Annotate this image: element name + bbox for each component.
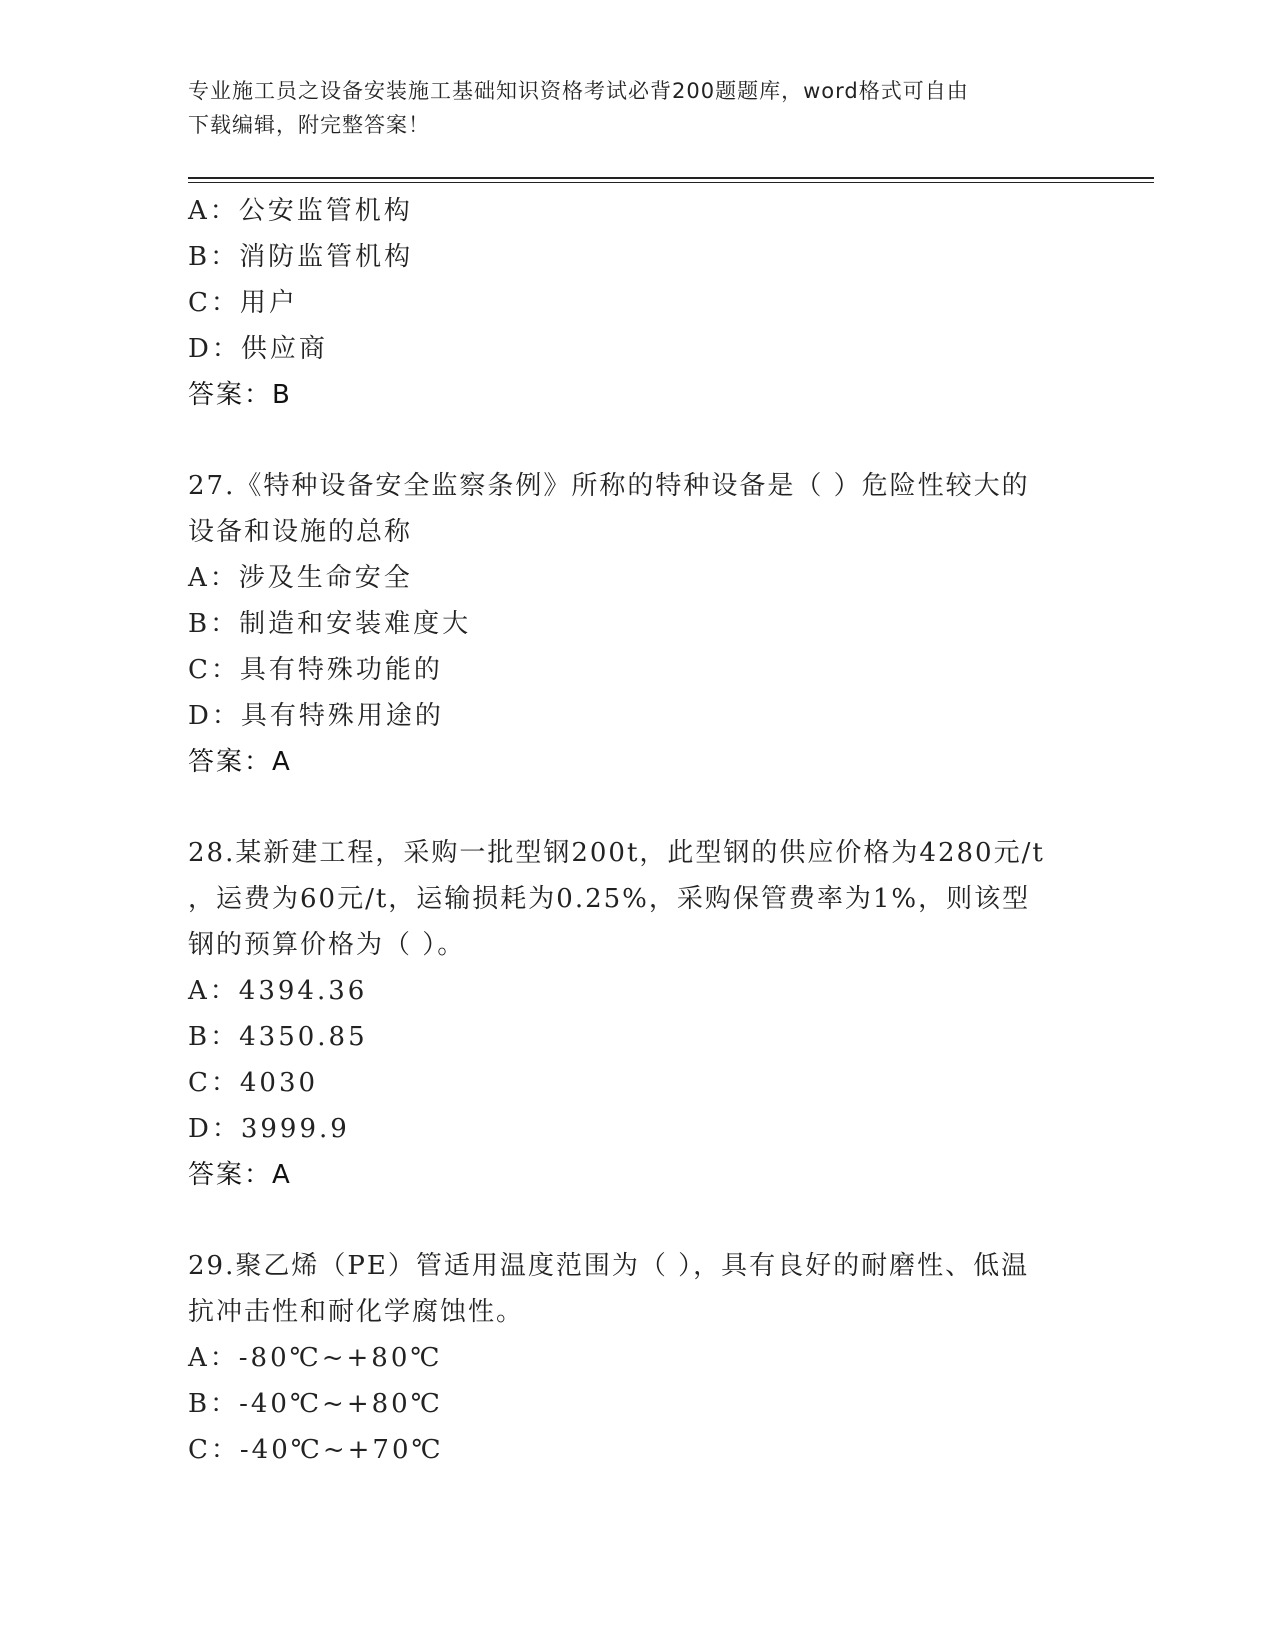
q27-option-a: A：涉及生命安全 — [188, 563, 413, 593]
q29-option-b: B：-40℃~+80℃ — [188, 1389, 443, 1419]
q29-option-c: C：-40℃~+70℃ — [188, 1435, 444, 1465]
q26-option-d: D：供应商 — [188, 334, 328, 364]
q27-option-d: D：具有特殊用途的 — [188, 701, 444, 731]
q28-stem-line-1: 28.某新建工程，采购一批型钢200t，此型钢的供应价格为4280元/t — [188, 838, 1045, 868]
q27-stem-line-2: 设备和设施的总称 — [188, 517, 413, 547]
q26-option-b: B：消防监管机构 — [188, 242, 414, 272]
header-line-2: 下载编辑，附完整答案！ — [188, 113, 430, 137]
header-divider-thin — [188, 182, 1154, 183]
q26-option-a: A：公安监管机构 — [188, 196, 413, 226]
q28-option-c: C：4030 — [188, 1068, 319, 1098]
spacer — [188, 785, 1068, 830]
q29-option-a: A：-80℃~+80℃ — [188, 1343, 443, 1373]
q29-stem-line-2: 抗冲击性和耐化学腐蚀性。 — [188, 1297, 525, 1327]
q26-answer: 答案：B — [188, 380, 292, 410]
q27-stem-line-1: 27.《特种设备安全监察条例》所称的特种设备是（ ）危险性较大的 — [188, 471, 1030, 501]
q29-stem-line-1: 29.聚乙烯（PE）管适用温度范围为（ ），具有良好的耐磨性、低温 — [188, 1251, 1030, 1281]
q27-answer: 答案：A — [188, 747, 292, 777]
q28-option-d: D：3999.9 — [188, 1114, 350, 1144]
q28-option-b: B：4350.85 — [188, 1022, 368, 1052]
question-26-block — [188, 188, 1068, 418]
q27-option-b: B：制造和安装难度大 — [188, 609, 472, 639]
question-29-block — [188, 1243, 1068, 1473]
q28-answer: 答案：A — [188, 1160, 292, 1190]
q28-stem-line-2: ，运费为60元/t，运输损耗为0.25%，采购保管费率为1%，则该型 — [188, 884, 1031, 914]
header-divider-thick — [188, 177, 1154, 179]
document-header — [188, 74, 1068, 142]
question-28-block — [188, 830, 1068, 1198]
question-list — [188, 188, 1068, 1473]
q26-option-c: C：用户 — [188, 288, 298, 318]
q28-option-a: A：4394.36 — [188, 976, 368, 1006]
question-27-block — [188, 463, 1068, 785]
q28-stem-line-3: 钢的预算价格为（ ）。 — [188, 930, 466, 960]
spacer — [188, 1198, 1068, 1243]
q27-option-c: C：具有特殊功能的 — [188, 655, 443, 685]
spacer — [188, 418, 1068, 463]
header-line-1: 专业施工员之设备安装施工基础知识资格考试必背200题题库，word格式可自由 — [188, 79, 969, 103]
